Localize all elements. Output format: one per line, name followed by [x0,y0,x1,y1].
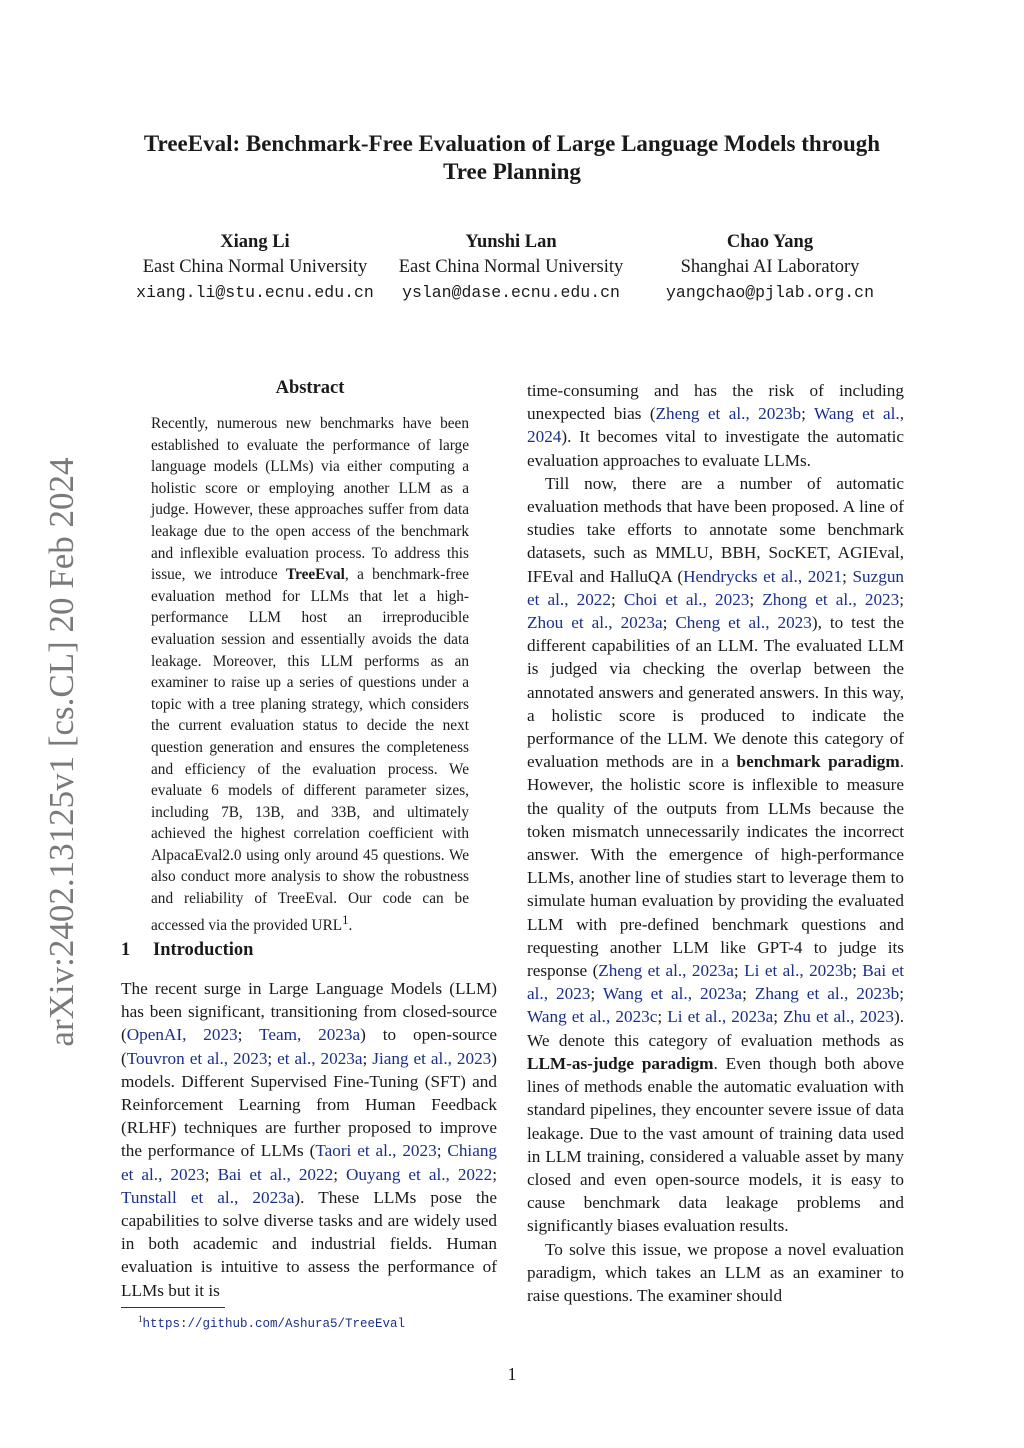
author-affiliation: East China Normal University [142,257,368,277]
footnote-divider [121,1307,225,1308]
citation-link[interactable]: Hendrycks et al., 2021 [683,566,843,586]
citation-link[interactable]: Taori et al., 2023 [315,1141,437,1161]
text: ; [590,984,603,1004]
abstract-text [151,413,469,936]
paper-title [100,130,924,186]
text: ; [773,1007,784,1027]
text: ; [742,984,755,1004]
citation-link[interactable]: Zhong et al., 2023 [762,589,900,609]
citation-link[interactable]: Suzgun et al., 2022 [527,566,904,609]
author-block [650,230,890,305]
author-affiliation: Shanghai AI Laboratory [680,257,860,277]
footnote [138,1314,405,1331]
title-line-2: Tree Planning [443,159,581,184]
citation-link[interactable]: Li et al., 2023a [667,1007,774,1027]
author-block [384,230,638,305]
citation-link[interactable]: Zhu et al., 2023 [783,1007,894,1027]
section-heading [121,940,253,961]
author-name: Xiang Li [220,232,290,252]
text: ) models. Different Supervised Fine-Tuning (SFT) and Reinforcement Learning from Human Feedback (RLHF) techniques are further proposed to improve the performance of LLMs ( [121,1048,497,1161]
intro-left-column [121,977,497,1302]
text: ; [899,589,905,609]
bold-term: LLM-as-judge paradigm [527,1053,714,1073]
citation-link[interactable]: Wang et al., 2024 [527,404,904,447]
text: ), to test the different capabilities of an LLM. The evaluated LLM is judged via checking the overlap between the annotated answers and generated answers. In this way, a holistic score is produced to indicate the performance of the LLM. We denote this category of evaluation methods are in a [527,613,905,772]
text: The recent surge in Large Language Models (LLM) has been significant, transitioning from closed-source ( [121,979,497,1045]
bold-term: benchmark paradigm [736,752,900,772]
text: ; [333,1164,346,1184]
abstract-heading: Abstract [275,378,345,398]
abstract-method-name: TreeEval [286,566,345,584]
text: ; [662,613,676,633]
text: time-consuming and has the risk of including unexpected bias ( [527,381,904,424]
text: Till now, there are a number of automatic evaluation methods that have been proposed. A line of studies take efforts to annotate some benchmark datasets, such as MMLU, BBH, SocKET, AGIEval, IFEval and HalluQA ( [527,473,904,586]
citation-link[interactable]: OpenAI, 2023 [126,1025,238,1045]
footnote-ref[interactable]: 1 [342,912,349,927]
author-name: Chao Yang [726,232,814,252]
page-number: 1 [507,1364,517,1384]
citation-link[interactable]: Chiang et al., 2023 [121,1141,498,1184]
text: ; [657,1007,668,1027]
citation-link[interactable]: Wang et al., 2023a [602,984,743,1004]
paragraph [527,472,904,1238]
text: ; [852,961,863,981]
text: ). These LLMs pose the capabilities to solve diverse tasks and are widely used in both academic and industrial fields. Human evaluation is intuitive to assess the performance of LLMs but it is [121,1187,497,1300]
text: ; [362,1048,373,1068]
citation-link[interactable]: Tunstall et al., 2023a [121,1187,295,1207]
author-email: yangchao@pjlab.org.cn [666,283,874,302]
author-email: yslan@dase.ecnu.edu.cn [402,283,620,302]
author-name: Yunshi Lan [465,232,557,252]
citation-link[interactable]: Choi et al., 2023 [623,589,750,609]
citation-link[interactable]: Zheng et al., 2023a [598,961,734,981]
footnote-mark: 1 [138,1314,143,1324]
text: ; [492,1164,497,1184]
citation-link[interactable]: Wang et al., 2023c [527,1007,658,1027]
citation-link[interactable]: Bai et al., 2023 [527,961,904,1004]
text: . However, the holistic score is inflexible to measure the quality of the outputs from LLMs because the token mismatch unnecessarily indicates the incorrect answer. With the emergence of high-performance LLMs, another line of studies start to leverage them to simulate human evaluation by providing the evaluated LLM with pre-defined benchmark questions and requesting another LLM like GPT-4 to judge its response ( [527,752,905,981]
text: ). It becomes vital to investigate the automatic evaluation approaches to evaluate LLMs. [527,427,904,470]
paragraph [527,379,904,472]
text: ; [267,1048,278,1068]
paragraph: To solve this issue, we propose a novel evaluation paradigm, which takes an LLM as an examiner to raise questions. The examiner should [527,1239,904,1305]
text: ; [733,961,745,981]
text: ) to open-source ( [121,1025,497,1068]
text: ; [899,984,905,1004]
footnote-url-link[interactable]: https://github.com/Ashura5/TreeEval [142,1317,406,1332]
text: ; [204,1164,218,1184]
abstract-part: Recently, numerous new benchmarks have been established to evaluate the performance of large language models (LLMs) via either computing a holistic score or employing another LLM as a judge. However, these approaches suffer from data leakage due to the open access of the benchmark and inflexible evaluation process. To address this issue, we introduce [151,415,469,584]
citation-link[interactable]: Cheng et al., 2023 [675,613,812,633]
abstract-part: , a benchmark-free evaluation method for LLMs that let a high-performance LLM host an irreproducible evaluation session and essentially avoids the data leakage. Moreover, this LLM performs as an examiner to raise up a series of questions under a topic with a tree planing strategy, which considers the current evaluation status to decide the next question generation and ensures the completeness and efficiency of the evaluation process. We evaluate 6 models of different parameter sizes, including 7B, 13B, and 33B, and ultimately achieved the highest correlation coefficient with AlpacaEval2.0 using only around 45 questions. We also conduct more analysis to show the robustness and reliability of TreeEval. Our code can be accessed via the provided URL [151,566,469,934]
citation-link[interactable]: Zhou et al., 2023a [527,613,663,633]
title-line-1: TreeEval: Benchmark-Free Evaluation of Large Language Models through [143,131,881,156]
text: ; [610,589,624,609]
citation-link[interactable]: et al., 2023a [277,1048,363,1068]
citation-link[interactable]: Touvron et al., 2023 [126,1048,268,1068]
abstract-part: . [348,916,353,934]
citation-link[interactable]: Ouyang et al., 2022 [346,1164,493,1184]
author-block [128,230,382,305]
citation-link[interactable]: Li et al., 2023b [744,961,853,981]
citation-link[interactable]: Zheng et al., 2023b [655,404,802,424]
paragraph [121,977,497,1302]
section-title: Introduction [153,940,254,960]
intro-right-column [527,379,904,1307]
text: ; [237,1025,260,1045]
text: ; [749,589,763,609]
text: ). We denote this category of evaluation methods as [527,1007,904,1050]
citation-link[interactable]: Team, 2023a [259,1025,361,1045]
arxiv-stamp: arXiv:2402.13125v1 [cs.CL] 20 Feb 2024 [42,457,81,1047]
text: ; [436,1141,448,1161]
author-email: xiang.li@stu.ecnu.edu.cn [136,283,374,302]
citation-link[interactable]: Zhang et al., 2023b [754,984,900,1004]
text: ; [842,566,853,586]
citation-link[interactable]: Bai et al., 2022 [217,1164,334,1184]
author-affiliation: East China Normal University [398,257,624,277]
section-number: 1 [121,940,131,960]
citation-link[interactable]: Jiang et al., 2023 [372,1048,492,1068]
text: . Even though both above lines of methods enable the automatic evaluation with standard pipelines, they encounter severe issue of data leakage. Due to the vast amount of training data used in LLM training, considered a valuable asset by many closed and even open-source models, it is easy to cause benchmark data leakage problems and significantly biases evaluation results. [527,1053,904,1236]
text: ; [801,404,815,424]
